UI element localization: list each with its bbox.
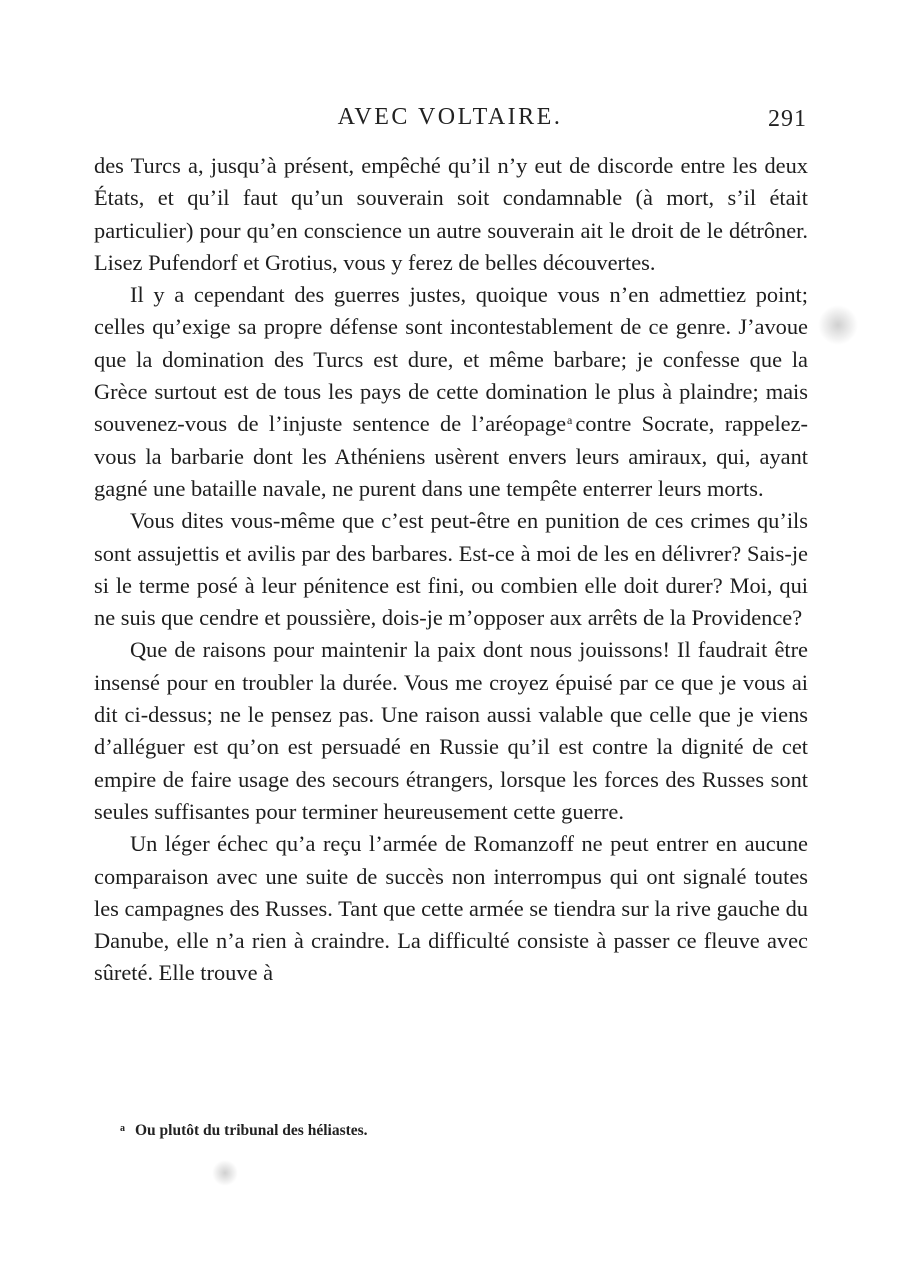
paragraph-continuation: des Turcs a, jusqu’à présent, empêché qu’il n’y eut de discorde entre les deux États, et qu’il faut qu’un souverain soit condamnable (à mort, s’il était particulier) pour qu’en conscience un autre souverain ait le droit de le détrôner. Lisez Pufendorf et Grotius, vous y ferez de belles découvertes. bbox=[94, 153, 808, 275]
paragraph bbox=[94, 279, 808, 505]
paragraph-text: Il y a cependant des guerres justes, quoique vous n’en admettiez point; celles qu’exige sa propre défense sont incontestablement de ce genre. J’avoue que la domination des Turcs est dure, et même barbare; je confesse que la Grèce surtout est de tous les pays de cette domination le plus à plaindre; mais souvenez-vous de l’injuste sentence de l’aréopage bbox=[94, 282, 808, 437]
running-head bbox=[0, 104, 900, 134]
body-text bbox=[94, 150, 808, 990]
paragraph-text: contre Socrate, rappelez-vous la barbarie dont les Athéniens usèrent envers leurs amiraux, qui, ayant gagné une bataille navale, ne purent dans une tempête enterrer leurs morts. bbox=[94, 411, 809, 501]
footnote-reference[interactable]: a bbox=[567, 413, 573, 428]
page-number: 291 bbox=[768, 106, 807, 132]
paper-blemish bbox=[818, 305, 858, 345]
paper-blemish bbox=[212, 1160, 238, 1186]
paragraph: Un léger échec qu’a reçu l’armée de Romanzoff ne peut entrer en aucune comparaison avec une suite de succès non interrompus qui ont signalé toutes les campagnes des Russes. Tant que cette armée se tiendra sur la rive gauche du Danube, elle n’a rien à craindre. La difficulté consiste à passer ce fleuve avec sûreté. Elle trouve à bbox=[94, 831, 808, 986]
paragraph: Vous dites vous-même que c’est peut-être en punition de ces crimes qu’ils sont assujettis et avilis par des barbares. Est-ce à moi de les en délivrer? Sais-je si le terme posé à leur pénitence est fini, ou combien elle doit durer? Moi, qui ne suis que cendre et poussière, dois-je m’opposer aux arrêts de la Providence? bbox=[94, 508, 808, 631]
paragraph: Que de raisons pour maintenir la paix dont nous jouissons! Il faudrait être insensé pour en troubler la durée. Vous me croyez épuisé par ce que je vous ai dit ci-dessus; ne le pensez pas. Une raison aussi valable que celle que je viens d’alléguer est qu’on est persuadé en Russie qu’il est contre la dignité de cet empire de faire usage des secours étrangers, lorsque les forces des Russes sont seules suffisantes pour terminer heureusement cette guerre. bbox=[94, 637, 808, 824]
footnote-text: Ou plutôt du tribunal des héliastes. bbox=[135, 1122, 368, 1139]
running-title: AVEC VOLTAIRE. bbox=[337, 104, 563, 130]
footnote-mark: a bbox=[120, 1123, 125, 1134]
footnote bbox=[120, 1122, 368, 1140]
